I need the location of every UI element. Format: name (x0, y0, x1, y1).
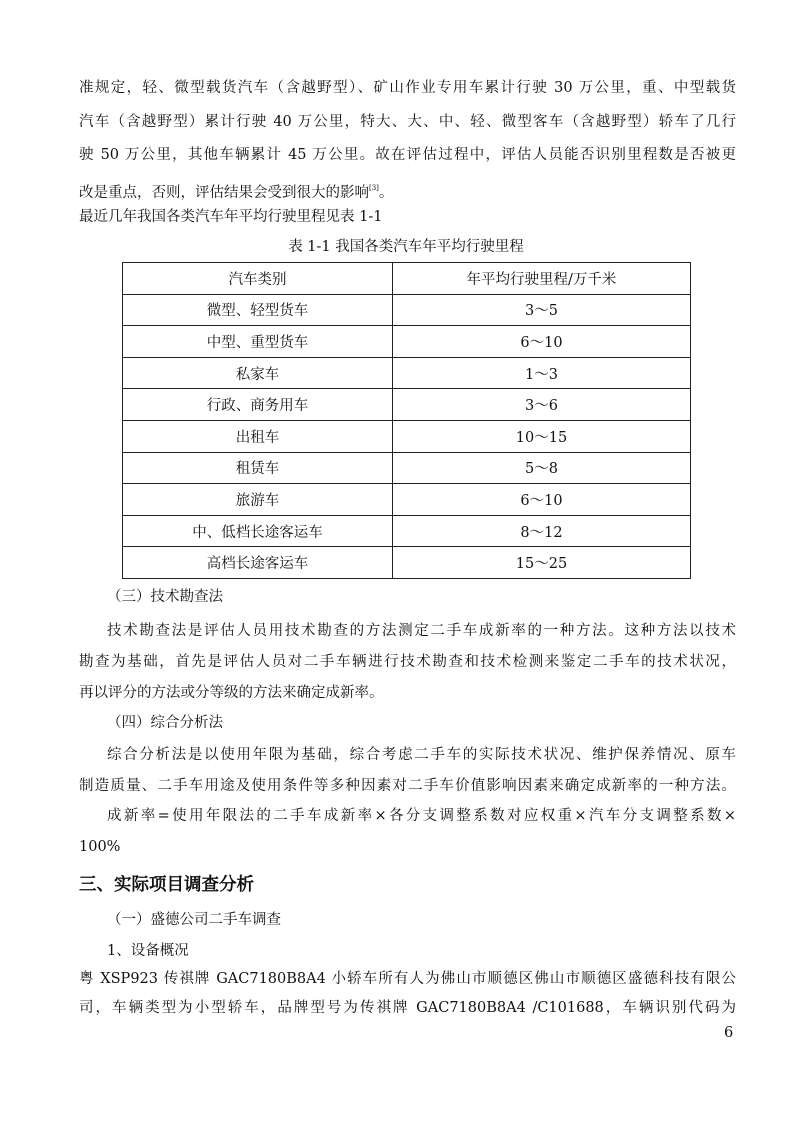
table-cell: 行政、商务用车 (123, 389, 393, 421)
paragraph-line: 粤 XSP923 传祺牌 GAC7180B8A4 小轿车所有人为佛山市顺德区佛山市顺德区盛德科技有限公 (79, 971, 736, 987)
paragraph-text: 。 (378, 185, 394, 201)
table-row (123, 357, 691, 389)
table-cell: 出租车 (123, 420, 393, 452)
table-header-row (123, 263, 691, 295)
table-cell: 旅游车 (123, 484, 393, 516)
table-cell: 6～10 (393, 484, 691, 516)
table-cell: 高档长途客运车 (123, 547, 393, 579)
paragraph-text: 改是重点，否则，评估结果会受到很大的影响 (79, 185, 369, 201)
page-number: 6 (724, 1025, 734, 1041)
section-heading: （四）综合分析法 (107, 715, 223, 731)
table-cell: 3～6 (393, 389, 691, 421)
paragraph-line: 技术勘查法是评估人员用技术勘查的方法测定二手车成新率的一种方法。这种方法以技术 (107, 623, 736, 639)
table-header: 年平均行驶里程/万千米 (393, 263, 691, 295)
table-row (123, 484, 691, 516)
table-cell: 5～8 (393, 452, 691, 484)
subsection-heading: （一）盛德公司二手车调查 (107, 912, 281, 928)
table-cell: 6～10 (393, 326, 691, 358)
paragraph-line: 综合分析法是以使用年限为基础，综合考虑二手车的实际技术状况、维护保养情况、原车 (107, 747, 736, 763)
part-title: 三、实际项目调查分析 (79, 875, 254, 895)
item-heading: 1、设备概况 (107, 943, 189, 959)
paragraph-line: 驶 50 万公里，其他车辆累计 45 万公里。故在评估过程中，评估人员能否识别里程数是否被更 (79, 147, 736, 163)
table-cell: 私家车 (123, 357, 393, 389)
paragraph-line: 勘查为基础，首先是评估人员对二手车辆进行技术勘查和技术检测来鉴定二手车的技术状况， (79, 654, 736, 670)
table-cell: 15～25 (393, 547, 691, 579)
table-cell: 中、低档长途客运车 (123, 515, 393, 547)
table-row (123, 420, 691, 452)
table-row (123, 452, 691, 484)
paragraph-line: 制造质量、二手车用途及使用条件等多种因素对二手车价值影响因素来确定成新率的一种方法。 (79, 778, 736, 794)
table-row (123, 389, 691, 421)
table-row (123, 515, 691, 547)
table-caption: 表 1-1 我国各类汽车年平均行驶里程 (288, 239, 524, 255)
table-cell: 租赁车 (123, 452, 393, 484)
citation-ref: [3] (369, 184, 379, 192)
table-reference: 最近几年我国各类汽车年平均行驶里程见表 1-1 (79, 209, 383, 225)
table-cell: 中型、重型货车 (123, 326, 393, 358)
table-header: 汽车类别 (123, 263, 393, 295)
paragraph-line: 准规定，轻、微型载货汽车（含越野型）、矿山作业专用车累计行驶 30 万公里，重、中型载货 (79, 80, 736, 96)
table-cell: 3～5 (393, 294, 691, 326)
table-row (123, 547, 691, 579)
table-cell: 8～12 (393, 515, 691, 547)
formula-line: 成新率=使用年限法的二手车成新率×各分支调整系数对应权重×汽车分支调整系数× (107, 808, 736, 824)
table-cell: 10～15 (393, 420, 691, 452)
table-cell: 1～3 (393, 357, 691, 389)
table-cell: 微型、轻型货车 (123, 294, 393, 326)
paragraph-line: 汽车（含越野型）累计行驶 40 万公里，特大、大、中、轻、微型客车（含越野型）轿车了几行 (79, 114, 736, 130)
paragraph-line: 再以评分的方法或分等级的方法来确定成新率。 (79, 685, 384, 701)
section-heading: （三）技术勘查法 (107, 589, 223, 605)
paragraph-line (79, 178, 393, 203)
table-row (123, 294, 691, 326)
mileage-table (122, 262, 691, 579)
formula-line: 100% (79, 839, 121, 855)
paragraph-line: 司，车辆类型为小型轿车，品牌型号为传祺牌 GAC7180B8A4 /C101688，车辆识别代码为 (79, 1000, 736, 1016)
table-row (123, 326, 691, 358)
